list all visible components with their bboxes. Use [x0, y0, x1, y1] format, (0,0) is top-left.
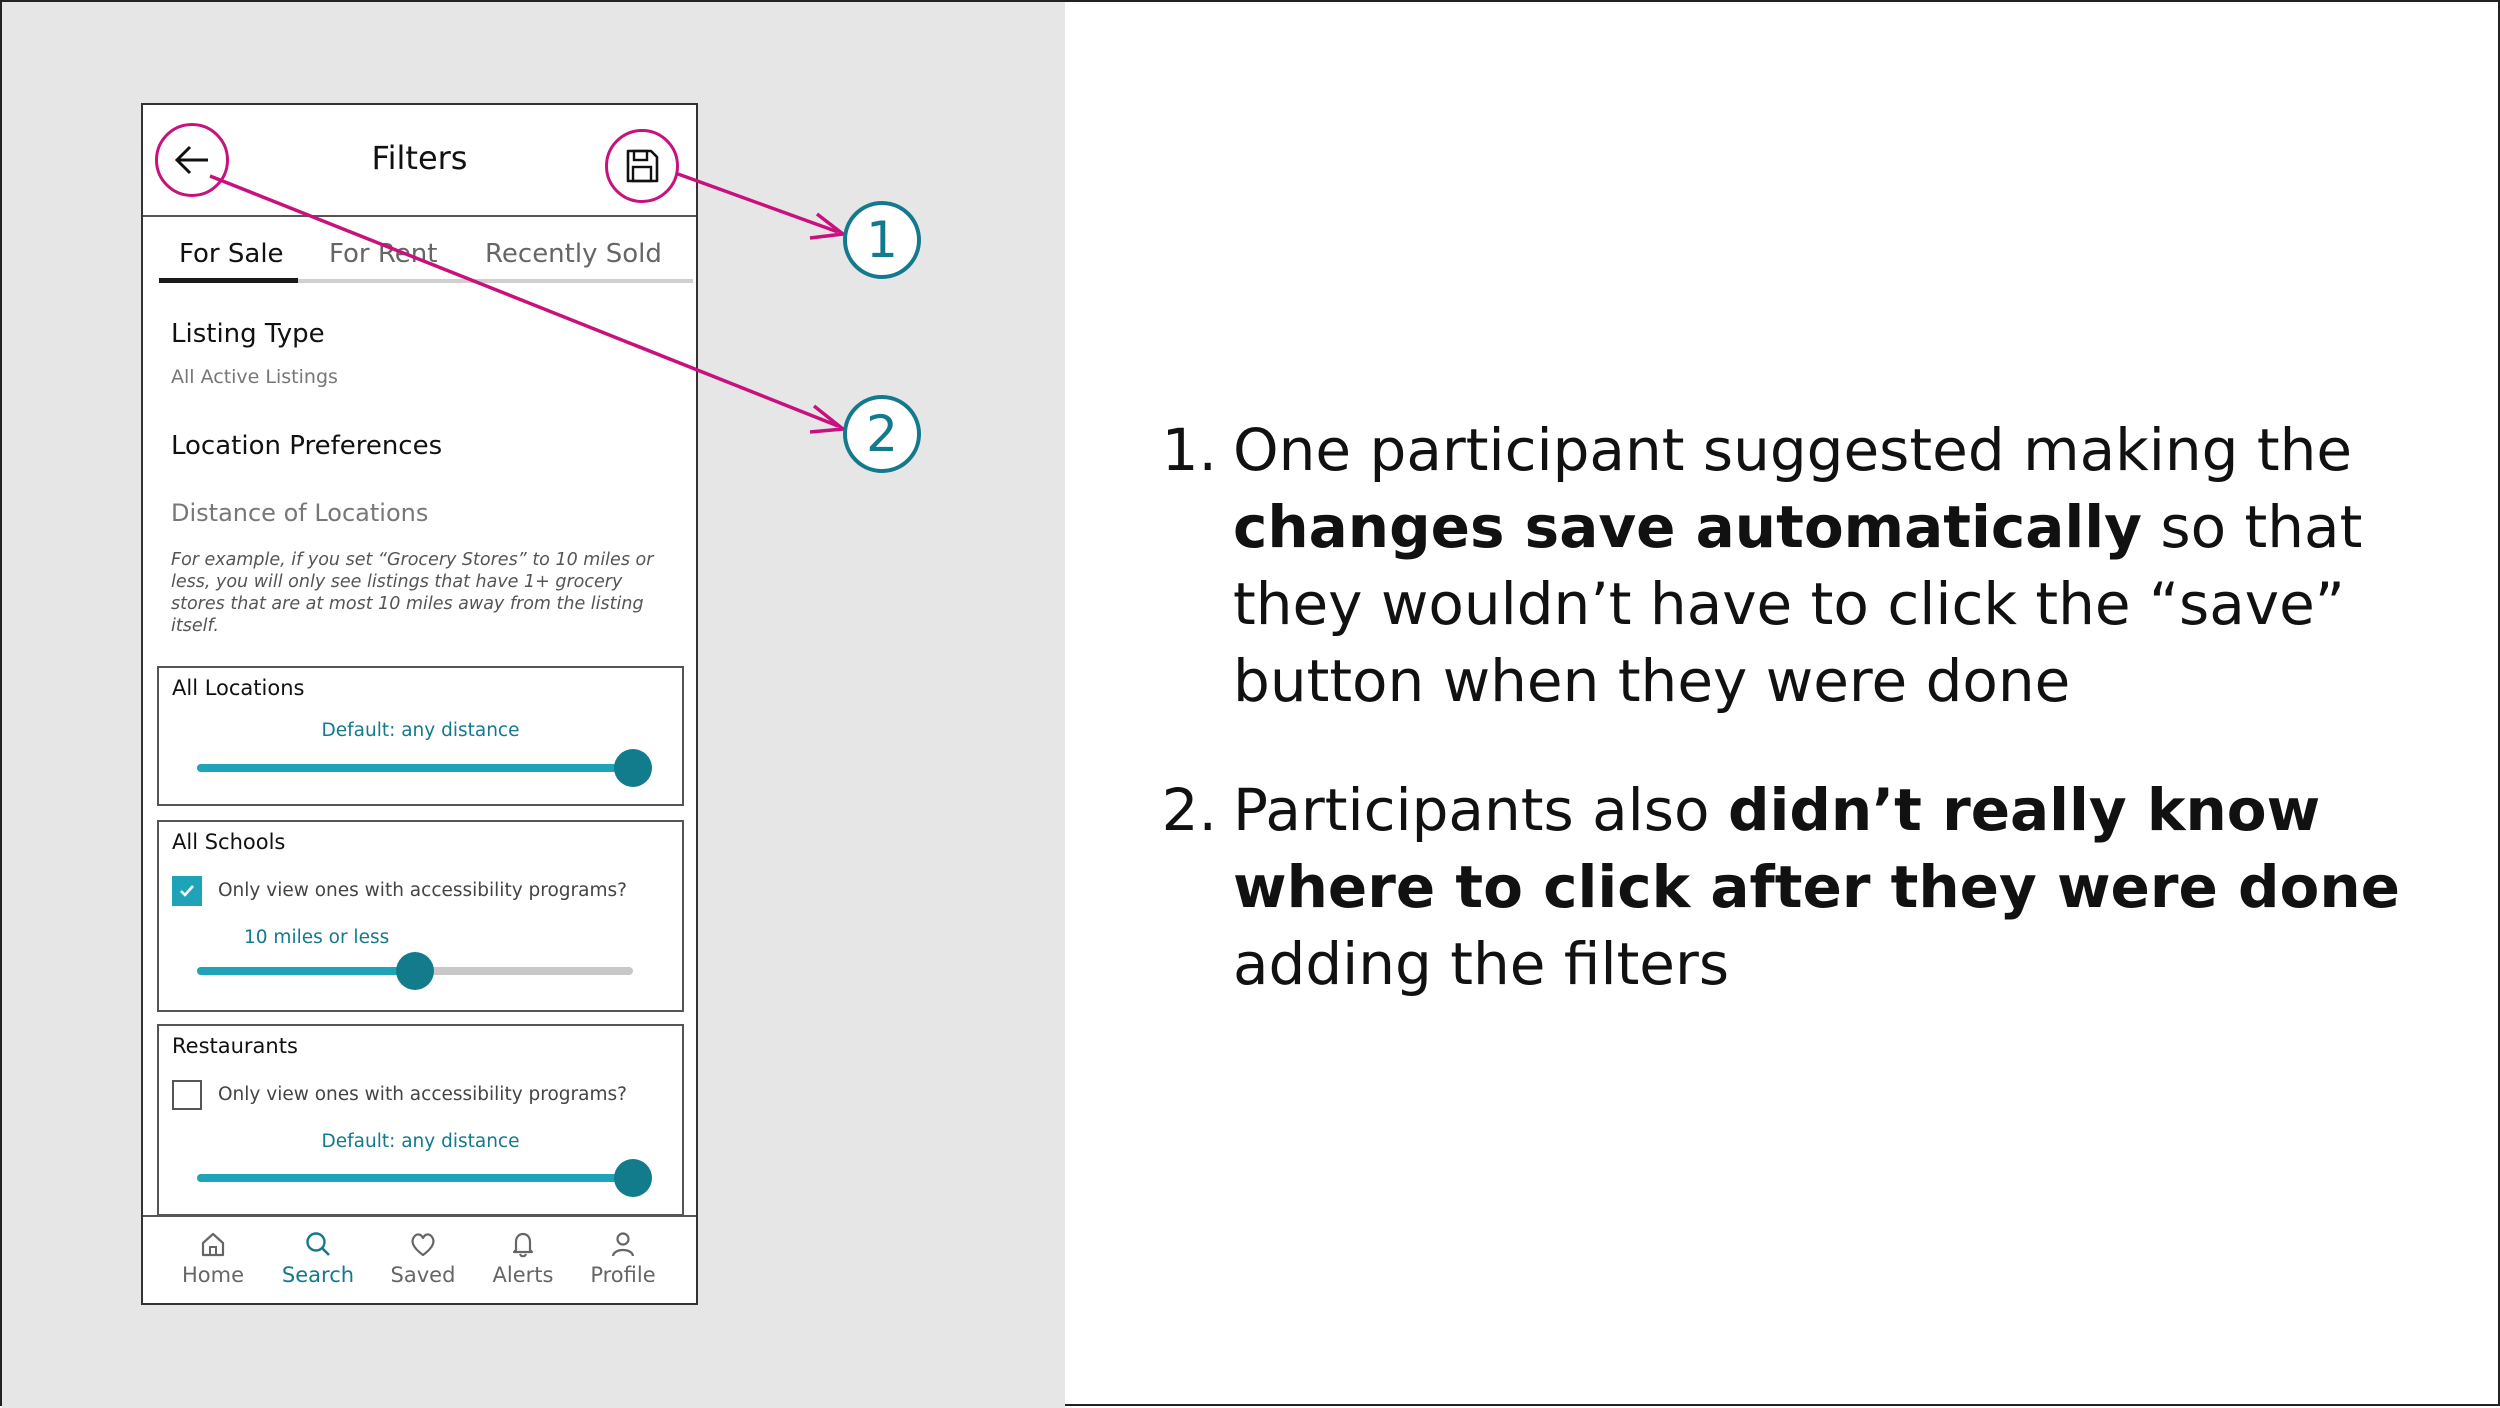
slider-caption: Default: any distance — [321, 720, 520, 741]
slider-caption: 10 miles or less — [244, 927, 390, 948]
card-title: All Schools — [172, 830, 286, 854]
findings-list — [1137, 412, 2437, 1055]
finding-text — [1233, 412, 2437, 720]
listing-type-value[interactable]: All Active Listings — [171, 366, 338, 388]
finding-text-bold: changes save automatically — [1233, 493, 2142, 561]
nav-label: Profile — [590, 1263, 656, 1287]
nav-label: Home — [181, 1263, 244, 1287]
checkbox-label: Only view ones with accessibility programs? — [218, 880, 627, 901]
nav-label: Search — [281, 1263, 355, 1287]
arrowhead-2 — [810, 406, 843, 432]
nav-label: Alerts — [492, 1263, 554, 1287]
page-title: Filters — [371, 139, 468, 177]
callout-2: 2 — [843, 395, 921, 473]
finding-number: 2. — [1161, 776, 1217, 844]
tab-for-rent[interactable]: For Rent — [329, 239, 438, 269]
finding-text-part: adding the filters — [1233, 930, 1730, 998]
finding-text-part: so that they wouldn’t have to click the “save” button when they were done — [1233, 493, 2363, 715]
arrow-to-callout-1 — [678, 174, 838, 232]
finding-2 — [1137, 772, 2437, 1003]
tab-recently-sold[interactable]: Recently Sold — [485, 239, 662, 269]
finding-text-part: One participant suggested making the — [1233, 416, 2353, 484]
finding-text — [1233, 772, 2437, 1003]
finding-text-bold: didn’t really know where to click after they were done — [1233, 776, 2401, 921]
arrow-to-callout-2 — [210, 176, 838, 426]
card-title: Restaurants — [172, 1034, 298, 1058]
checkbox-label: Only view ones with accessibility programs? — [218, 1084, 627, 1105]
nav-label: Saved — [390, 1263, 456, 1287]
slider-caption: Default: any distance — [321, 1131, 520, 1152]
listing-type-title: Listing Type — [171, 319, 325, 349]
tab-for-sale[interactable]: For Sale — [179, 239, 284, 269]
location-preferences-title: Location Preferences — [171, 431, 443, 461]
callout-1: 1 — [843, 201, 921, 279]
finding-text-part: Participants also — [1233, 776, 1728, 844]
card-title: All Locations — [172, 676, 305, 700]
finding-1 — [1137, 412, 2437, 720]
help-text: For example, if you set “Grocery Stores” to 10 miles or less, you will only see listings that have 1+ grocery stores that are at most 10 miles away from the listing itself. — [171, 550, 654, 636]
finding-number: 1. — [1161, 416, 1217, 484]
distance-of-locations-subtitle: Distance of Locations — [171, 499, 429, 527]
